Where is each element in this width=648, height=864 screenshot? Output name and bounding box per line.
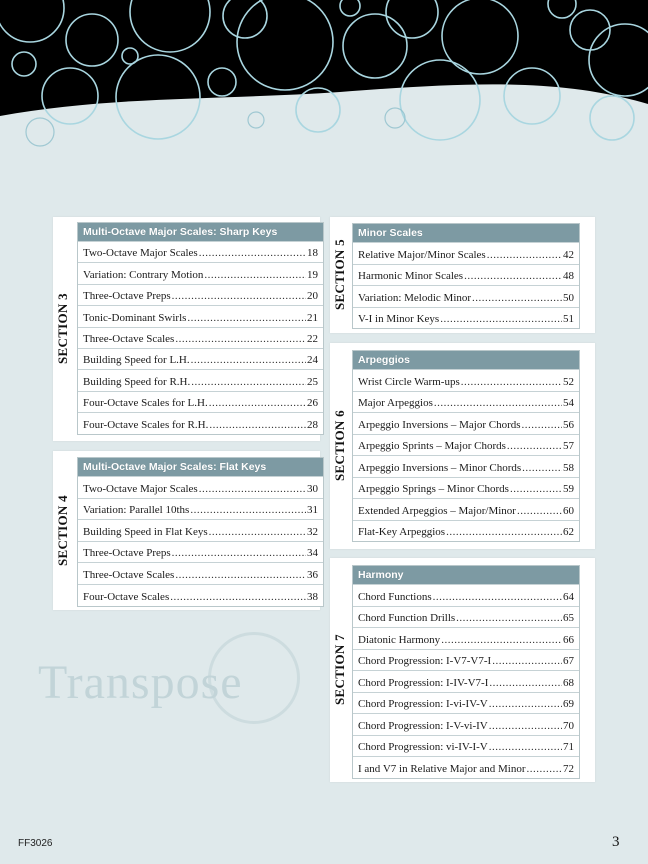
toc-leader-dots — [209, 397, 306, 409]
toc-entry-title: Three-Octave Preps — [83, 547, 171, 560]
toc-entry — [353, 606, 579, 628]
toc-entry-title: Arpeggio Sprints – Major Chords — [358, 440, 506, 452]
toc-entry-title: Four-Octave Scales for R.H. — [83, 418, 209, 431]
toc-entry-page: 57 — [563, 440, 574, 452]
toc-entry-page: 59 — [563, 483, 574, 495]
toc-entry-page: 25 — [307, 375, 318, 388]
toc-entry — [353, 264, 579, 286]
toc-entry-page: 68 — [563, 676, 574, 689]
toc-entry-title: V-I in Minor Keys — [358, 313, 440, 325]
toc-entry-page: 64 — [563, 590, 574, 603]
toc-entry-title: Chord Progression: I-vi-IV-V — [358, 698, 488, 710]
toc-entry-title: Four-Octave Scales — [83, 590, 170, 603]
toc-entry-page: 22 — [307, 332, 318, 345]
toc-entry-title: Extended Arpeggios – Major/Minor — [358, 504, 516, 517]
toc-entry — [353, 756, 579, 778]
toc-entry — [353, 391, 579, 413]
toc-entry-title: Flat-Key Arpeggios — [358, 526, 446, 538]
toc-entry-title: Chord Progression: I-V7-V7-I — [358, 655, 492, 667]
toc-entry-page: 30 — [307, 482, 318, 495]
section-3-title: Multi-Octave Major Scales: Sharp Keys — [78, 223, 323, 241]
toc-entry — [353, 285, 579, 307]
toc-entry — [78, 562, 323, 584]
toc-leader-dots — [191, 376, 306, 388]
toc-leader-dots — [472, 292, 562, 304]
toc-entry-page: 28 — [307, 418, 318, 431]
section-7-table — [352, 565, 580, 779]
toc-leader-dots — [175, 569, 306, 581]
toc-entry-page: 42 — [563, 248, 574, 261]
toc-entry — [353, 692, 579, 714]
toc-entry — [353, 713, 579, 735]
toc-entry — [78, 241, 323, 262]
toc-entry-page: 69 — [563, 698, 574, 710]
section-7-title: Harmony — [353, 566, 579, 584]
toc-entry — [353, 649, 579, 671]
toc-entry-title: Chord Progression: I-IV-V7-I — [358, 676, 489, 689]
toc-entry — [78, 584, 323, 606]
toc-entry-title: Tonic-Dominant Swirls — [83, 311, 187, 324]
header-bubble-band — [0, 0, 648, 150]
toc-entry — [353, 455, 579, 477]
toc-entry — [78, 412, 323, 433]
toc-entry — [78, 369, 323, 390]
toc-leader-dots — [170, 591, 306, 603]
toc-entry — [78, 327, 323, 348]
toc-entry-title: Variation: Parallel 10ths — [83, 504, 190, 517]
transpose-watermark: Transpose — [38, 656, 243, 709]
toc-leader-dots — [446, 526, 562, 538]
toc-leader-dots — [507, 440, 562, 452]
toc-entry-title: Chord Function Drills — [358, 612, 456, 624]
toc-entry-title: Chord Progression: vi-IV-I-V — [358, 741, 488, 753]
toc-entry — [353, 498, 579, 520]
toc-entry-title: Major Arpeggios — [358, 397, 433, 409]
toc-entry-page: 20 — [307, 290, 318, 303]
toc-leader-dots — [489, 720, 562, 732]
section-7-card — [330, 558, 595, 782]
toc-leader-dots — [172, 547, 306, 559]
toc-entry — [78, 498, 323, 520]
section-4-card — [53, 451, 320, 610]
section-5-title: Minor Scales — [353, 224, 579, 242]
toc-entry-page: 38 — [307, 590, 318, 603]
toc-entry-page: 56 — [563, 418, 574, 431]
toc-entry-page: 34 — [307, 547, 318, 560]
toc-leader-dots — [209, 419, 306, 431]
toc-entry — [353, 412, 579, 434]
section-4-rows — [78, 476, 323, 606]
toc-entry-title: Two-Octave Major Scales — [83, 482, 198, 495]
toc-entry-title: I and V7 in Relative Major and Minor — [358, 762, 526, 775]
toc-leader-dots — [517, 505, 562, 517]
toc-entry — [353, 735, 579, 757]
toc-entry-title: Arpeggio Inversions – Major Chords — [358, 418, 521, 431]
toc-entry-title: Four-Octave Scales for L.H. — [83, 397, 208, 410]
toc-leader-dots — [464, 270, 562, 282]
toc-entry-page: 70 — [563, 719, 574, 732]
section-6-table — [352, 350, 580, 542]
section-5-card — [330, 217, 595, 333]
toc-entry-page: 32 — [307, 525, 318, 538]
toc-leader-dots — [456, 612, 562, 624]
toc-entry-page: 36 — [307, 568, 318, 581]
toc-entry-page: 62 — [563, 526, 574, 538]
toc-entry — [353, 477, 579, 499]
section-3-label: SECTION 3 — [55, 293, 70, 365]
toc-entry-page: 54 — [563, 397, 574, 409]
toc-entry-page: 65 — [563, 612, 574, 624]
toc-entry — [353, 670, 579, 692]
toc-leader-dots — [433, 591, 562, 603]
toc-leader-dots — [489, 741, 562, 753]
toc-leader-dots — [487, 249, 562, 261]
toc-leader-dots — [434, 397, 562, 409]
toc-leader-dots — [209, 526, 306, 538]
toc-leader-dots — [441, 634, 562, 646]
toc-entry-page: 48 — [563, 270, 574, 282]
toc-entry-page: 24 — [307, 354, 318, 367]
section-3-card — [53, 217, 320, 441]
toc-leader-dots — [172, 290, 306, 302]
section-7-rows — [353, 584, 579, 778]
toc-leader-dots — [527, 763, 562, 775]
toc-entry — [353, 242, 579, 264]
toc-entry-page: 72 — [563, 762, 574, 775]
toc-entry-title: Three-Octave Preps — [83, 290, 171, 303]
toc-entry-page: 60 — [563, 504, 574, 517]
toc-leader-dots — [440, 313, 562, 325]
toc-leader-dots — [489, 698, 562, 710]
toc-leader-dots — [190, 504, 306, 516]
toc-entry — [353, 434, 579, 456]
toc-entry-title: Diatonic Harmony — [358, 633, 441, 646]
toc-leader-dots — [191, 354, 306, 366]
toc-entry-title: Chord Functions — [358, 590, 432, 603]
product-code: FF3026 — [18, 838, 53, 849]
page-number: 3 — [612, 834, 620, 850]
toc-entry — [78, 519, 323, 541]
toc-entry-page: 26 — [307, 397, 318, 410]
section-6-rows — [353, 369, 579, 541]
section-4-table — [77, 457, 324, 607]
toc-leader-dots — [461, 376, 562, 388]
toc-entry-title: Arpeggio Springs – Minor Chords — [358, 483, 509, 495]
toc-entry-page: 19 — [307, 268, 318, 281]
toc-entry-title: Building Speed for L.H. — [83, 354, 190, 367]
toc-leader-dots — [199, 247, 306, 259]
toc-entry-title: Variation: Contrary Motion — [83, 268, 204, 281]
toc-entry-title: Harmonic Minor Scales — [358, 270, 464, 282]
toc-entry — [78, 262, 323, 283]
toc-leader-dots — [204, 269, 306, 281]
section-6-label: SECTION 6 — [332, 410, 347, 482]
toc-entry-page: 51 — [563, 313, 574, 325]
toc-leader-dots — [489, 677, 562, 689]
section-3-table — [77, 222, 324, 435]
toc-entry-title: Arpeggio Inversions – Minor Chords — [358, 461, 522, 474]
toc-leader-dots — [492, 655, 562, 667]
toc-entry-page: 67 — [563, 655, 574, 667]
section-6-card — [330, 343, 595, 549]
section-5-label: SECTION 5 — [332, 239, 347, 311]
toc-entry — [78, 476, 323, 498]
toc-entry — [78, 541, 323, 563]
toc-entry — [353, 627, 579, 649]
section-4-label: SECTION 4 — [55, 495, 70, 566]
section-4-title: Multi-Octave Major Scales: Flat Keys — [78, 458, 323, 476]
toc-entry-title: Variation: Melodic Minor — [358, 291, 472, 304]
toc-leader-dots — [522, 462, 562, 474]
toc-entry-page: 18 — [307, 247, 318, 260]
section-6-title: Arpeggios — [353, 351, 579, 369]
toc-entry-title: Building Speed in Flat Keys — [83, 525, 208, 538]
toc-entry-title: Three-Octave Scales — [83, 568, 175, 581]
toc-entry-page: 31 — [307, 504, 318, 517]
toc-entry-title: Two-Octave Major Scales — [83, 247, 198, 260]
toc-entry-page: 66 — [563, 633, 574, 646]
toc-entry — [78, 348, 323, 369]
toc-leader-dots — [199, 483, 306, 495]
toc-entry — [78, 391, 323, 412]
toc-entry-title: Wrist Circle Warm-ups — [358, 375, 460, 388]
toc-entry — [78, 284, 323, 305]
toc-leader-dots — [510, 483, 562, 495]
toc-entry — [353, 584, 579, 606]
toc-entry — [353, 520, 579, 542]
toc-entry — [353, 307, 579, 329]
toc-entry-page: 52 — [563, 375, 574, 388]
toc-entry — [353, 369, 579, 391]
toc-entry-page: 21 — [307, 311, 318, 324]
section-5-rows — [353, 242, 579, 328]
section-5-table — [352, 223, 580, 329]
toc-leader-dots — [175, 333, 306, 345]
toc-entry-title: Building Speed for R.H. — [83, 375, 191, 388]
toc-entry — [78, 305, 323, 326]
toc-entry-title: Three-Octave Scales — [83, 332, 175, 345]
toc-entry-title: Chord Progression: I-V-vi-IV — [358, 719, 488, 732]
toc-entry-title: Relative Major/Minor Scales — [358, 248, 486, 261]
toc-leader-dots — [187, 312, 306, 324]
toc-entry-page: 71 — [563, 741, 574, 753]
toc-leader-dots — [522, 419, 562, 431]
toc-entry-page: 50 — [563, 291, 574, 304]
toc-entry-page: 58 — [563, 461, 574, 474]
section-3-rows — [78, 241, 323, 434]
section-7-label: SECTION 7 — [332, 634, 347, 706]
